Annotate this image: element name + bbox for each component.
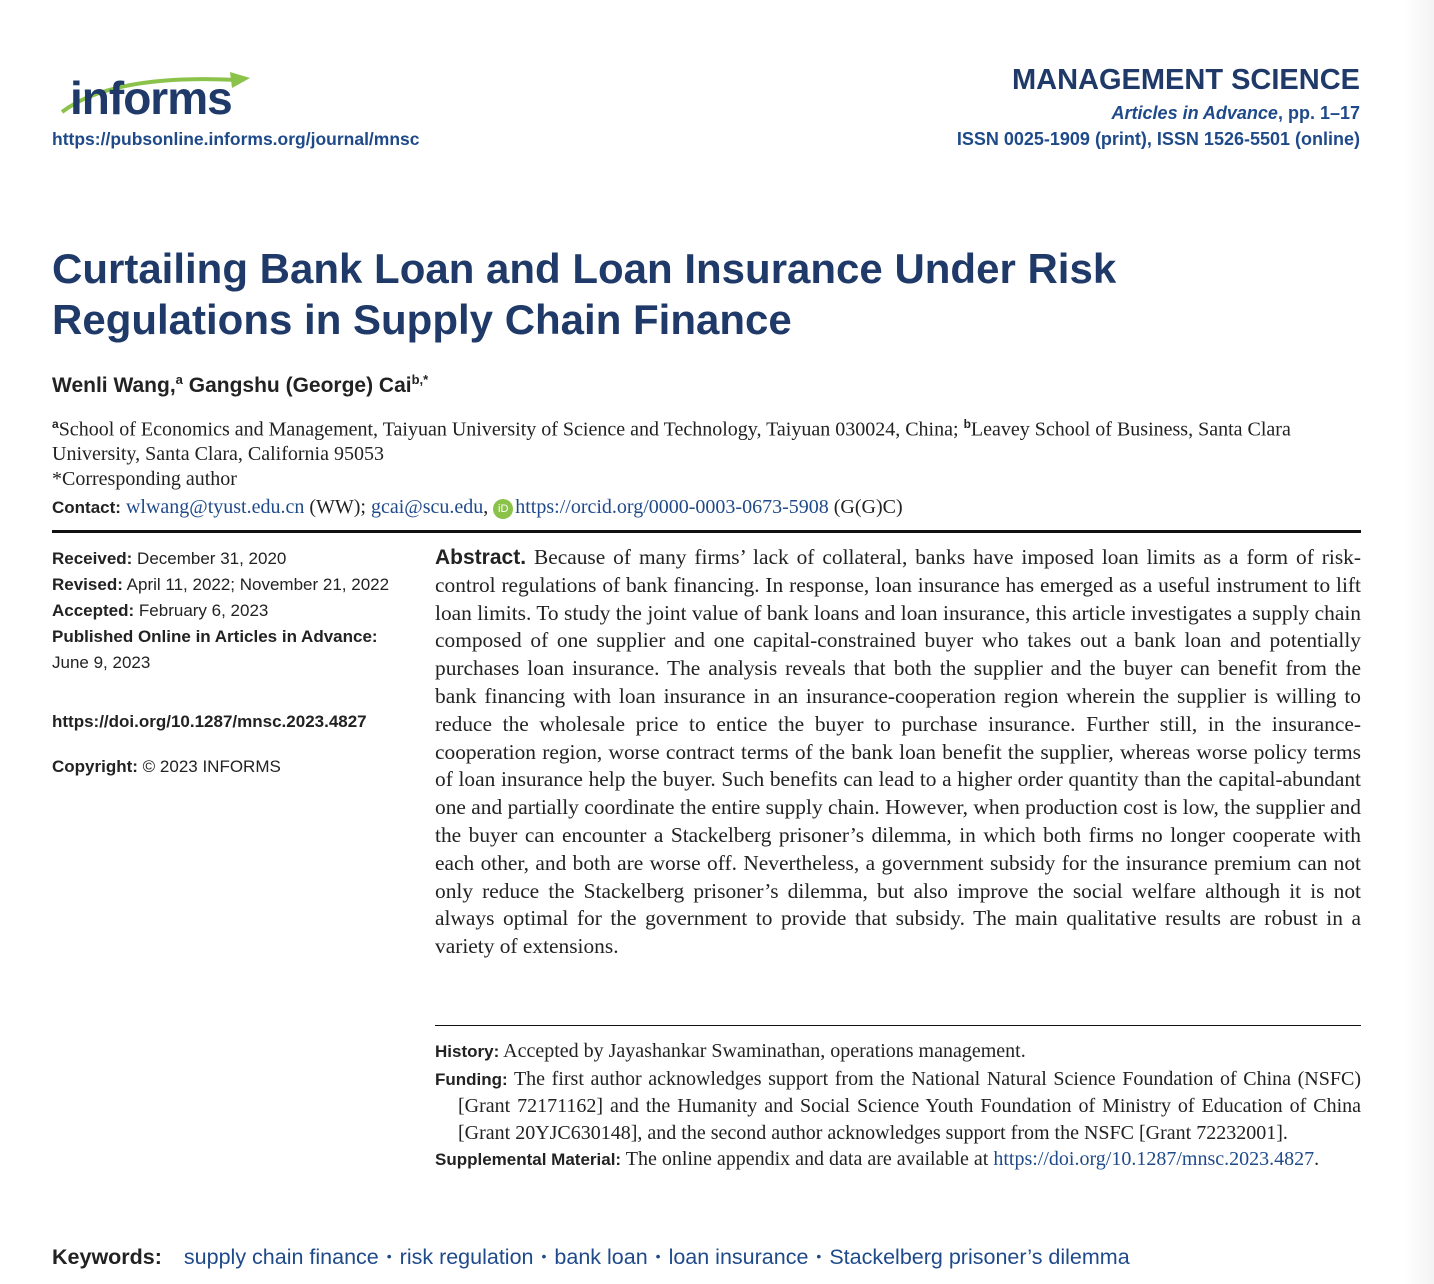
published-date [52, 624, 412, 676]
author-affil-sup: b,* [411, 372, 429, 387]
author-name[interactable]: Wenli Wang, [52, 374, 176, 397]
contact-label: Contact: [52, 498, 121, 517]
article-title: Curtailing Bank Loan and Loan Insurance Under Risk Regulations in Supply Chain Finance [52, 245, 1117, 343]
funding-note [435, 1066, 1361, 1147]
affil-a: School of Economics and Management, Taiyuan University of Science and Technology, Taiyuan 030024, China; [58, 418, 964, 441]
affil-sup: b [963, 417, 971, 431]
accepted-date [52, 598, 412, 624]
page-range: , pp. 1–17 [1277, 103, 1360, 123]
journal-name: MANAGEMENT SCIENCE [1011, 64, 1360, 96]
received-value: December 31, 2020 [132, 549, 287, 568]
email-link[interactable]: wlwang@tyust.edu.cn [125, 496, 305, 518]
supplemental-link[interactable]: https://doi.org/10.1287/mnsc.2023.4827 [993, 1148, 1315, 1170]
copyright [52, 757, 281, 777]
article-dates [52, 546, 412, 676]
orcid-icon[interactable]: iD [493, 499, 513, 519]
revised-label: Revised: [52, 575, 123, 594]
abstract-text: Because of many firms’ lack of collateral, banks have imposed loan limits as a form of risk-control regulations of bank financing. In response, loan insurance has emerged as a useful instrument to lift loan limits. To study the joint value of bank loans and loan insurance, this article investigates a supply chain composed of one supplier and one capital-constrained buyer who takes out a bank loan and potentially purchases loan insurance. The analysis reveals that both the supplier and the buyer can benefit from the bank financing with loan insurance in an insurance-cooperation region wherein the supplier is willing to reduce the wholesale price to entice the buyer to purchase insurance. Further still, in the insurance-cooperation region, worse contract terms of the bank loan benefit the supplier, whereas worse policy terms of loan insurance help the buyer. Such benefits can lead to a higher order quantity than the capital-abundant one and partially coordinate the entire supply chain. However, when production cost is low, the supplier and the buyer can encounter a Stackelberg prisoner’s dilemma, in which both firms no longer cooperate with each other, and both are worse off. Nevertheless, a government subsidy for the insurance premium can not only reduce the Stackelberg prisoner’s dilemma, but also improve the social welfare although it is not always optimal for the government to provide that subsidy. The main qualitative results are robust in a variety of extensions. [435, 545, 1361, 959]
received-date [52, 546, 412, 572]
revised-value: April 11, 2022; November 21, 2022 [122, 575, 390, 594]
supplemental-suffix: . [1314, 1148, 1320, 1170]
history-note [435, 1038, 1361, 1066]
contact-line [52, 496, 903, 519]
keyword-item[interactable]: bank loan [554, 1245, 648, 1269]
copyright-value: © 2023 INFORMS [137, 757, 281, 776]
informs-logo[interactable] [52, 72, 262, 124]
supplemental-note [435, 1146, 1361, 1174]
keyword-separator: • [816, 1248, 822, 1264]
articles-in-advance-label: Articles in Advance [1111, 103, 1278, 123]
keyword-separator: • [541, 1248, 547, 1264]
accepted-value: February 6, 2023 [134, 601, 269, 620]
journal-url-link[interactable]: https://pubsonline.informs.org/journal/mnsc [52, 129, 420, 149]
keyword-item[interactable]: loan insurance [668, 1245, 809, 1269]
contact-sep: (G(G)C) [828, 496, 903, 518]
journal-issn: ISSN 0025-1909 (print), ISSN 1526-5501 (online) [956, 129, 1360, 149]
funding-label: Funding: [435, 1069, 508, 1089]
abstract-label: Abstract. [435, 546, 527, 569]
supplemental-label: Supplemental Material: [435, 1150, 622, 1169]
revised-date [52, 572, 412, 598]
accepted-label: Accepted: [52, 601, 135, 620]
abstract-divider [435, 1025, 1361, 1026]
author-name[interactable]: Gangshu (George) Cai [182, 374, 412, 397]
article-notes [435, 1038, 1361, 1174]
contact-sep: (WW); [304, 496, 371, 518]
contact-sep: , [483, 496, 494, 518]
affiliations [52, 412, 1362, 466]
history-text: Accepted by Jayashankar Swaminathan, operations management. [499, 1040, 1026, 1062]
doi-link[interactable]: https://doi.org/10.1287/mnsc.2023.4827 [52, 712, 367, 731]
funding-text: The first author acknowledges support from the National Natural Science Foundation of China (NSFC) [Grant 72171162] and the Humanity and Social Science Youth Foundation of Ministry of Education of China [Grant 20YJC630148], and the second author acknowledges support from the NSFC [Grant 72232001]. [458, 1067, 1361, 1144]
keyword-separator: • [655, 1248, 661, 1264]
history-label: History: [435, 1042, 500, 1061]
published-label: Published Online in Articles in Advance: [52, 627, 378, 646]
supplemental-text: The online appendix and data are available at [621, 1148, 994, 1170]
corresponding-author-note: *Corresponding author [52, 468, 237, 490]
logo-text: informs [70, 72, 232, 124]
keyword-item[interactable]: Stackelberg prisoner’s dilemma [829, 1245, 1130, 1269]
abstract [435, 544, 1361, 961]
keyword-item[interactable]: risk regulation [399, 1245, 534, 1269]
header-divider [52, 530, 1361, 533]
keywords [52, 1245, 1130, 1270]
keyword-item[interactable]: supply chain finance [183, 1245, 379, 1269]
received-label: Received: [52, 549, 133, 568]
affil-b: Leavey School of Business, Santa Clara University, Santa Clara, California 95053 [52, 418, 1291, 465]
copyright-label: Copyright: [52, 757, 138, 776]
page-edge-shadow [1404, 0, 1434, 1284]
author-list [52, 372, 428, 398]
affil-sup: a [52, 417, 59, 431]
email-link[interactable]: gcai@scu.edu [370, 496, 484, 518]
journal-pages [1112, 103, 1360, 124]
keywords-label: Keywords: [52, 1245, 162, 1269]
keyword-separator: • [386, 1248, 392, 1264]
orcid-link[interactable]: https://orcid.org/0000-0003-0673-5908 [515, 496, 829, 518]
author-affil-sup: a [175, 372, 183, 387]
published-value: June 9, 2023 [52, 653, 151, 672]
